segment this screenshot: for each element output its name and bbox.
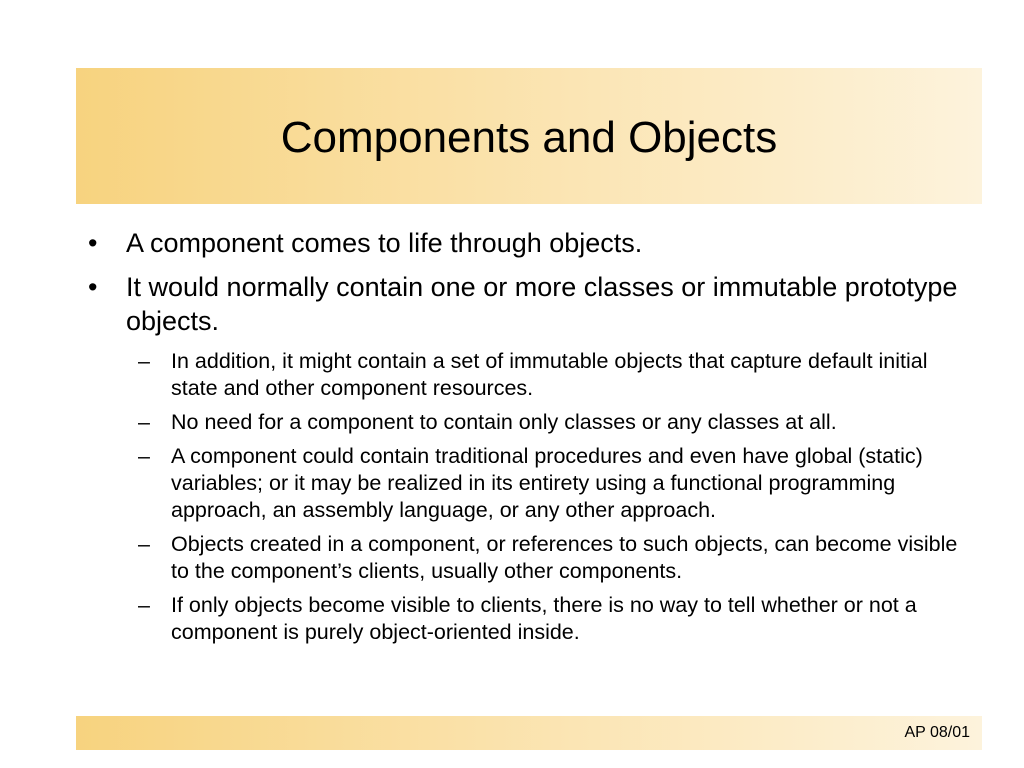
sub-bullet-marker: – [138, 349, 150, 373]
sub-bullet-text: No need for a component to contain only classes or any classes at all. [171, 410, 837, 434]
sub-bullet-text: If only objects become visible to clients, there is no way to tell whether or not a component is purely object-oriented inside. [171, 593, 917, 644]
sub-bullet-marker: – [138, 593, 150, 617]
sub-bullet-marker: – [138, 410, 150, 434]
bullet-item [86, 270, 976, 338]
sub-bullet-item [86, 443, 976, 524]
bullet-item [86, 226, 976, 260]
slide-content [86, 226, 976, 653]
slide-footer-label: AP 08/01 [904, 724, 970, 741]
sub-bullet-item [86, 409, 976, 436]
sub-bullet-text: A component could contain traditional procedures and even have global (static) variables; or it may be realized in its entirety using a functional programming approach, an assembly language, or any other approach. [171, 444, 923, 522]
sub-bullet-marker: – [138, 532, 150, 556]
bullet-text: A component comes to life through objects. [126, 228, 643, 258]
slide-title: Components and Objects [280, 113, 778, 162]
footer-band [76, 716, 982, 750]
bullet-text: It would normally contain one or more classes or immutable prototype objects. [126, 272, 958, 336]
sub-bullet-item [86, 592, 976, 646]
sub-bullet-item [86, 348, 976, 402]
bullet-marker: • [88, 228, 98, 258]
sub-bullet-marker: – [138, 444, 150, 468]
sub-bullet-list [86, 348, 976, 646]
title-band [76, 68, 982, 204]
sub-bullet-item [86, 531, 976, 585]
sub-bullet-text: Objects created in a component, or references to such objects, can become visible to the component’s clients, usually other components. [171, 532, 958, 583]
bullet-list [86, 226, 976, 338]
bullet-marker: • [88, 272, 98, 302]
sub-bullet-text: In addition, it might contain a set of immutable objects that capture default initial state and other component resources. [171, 349, 928, 400]
